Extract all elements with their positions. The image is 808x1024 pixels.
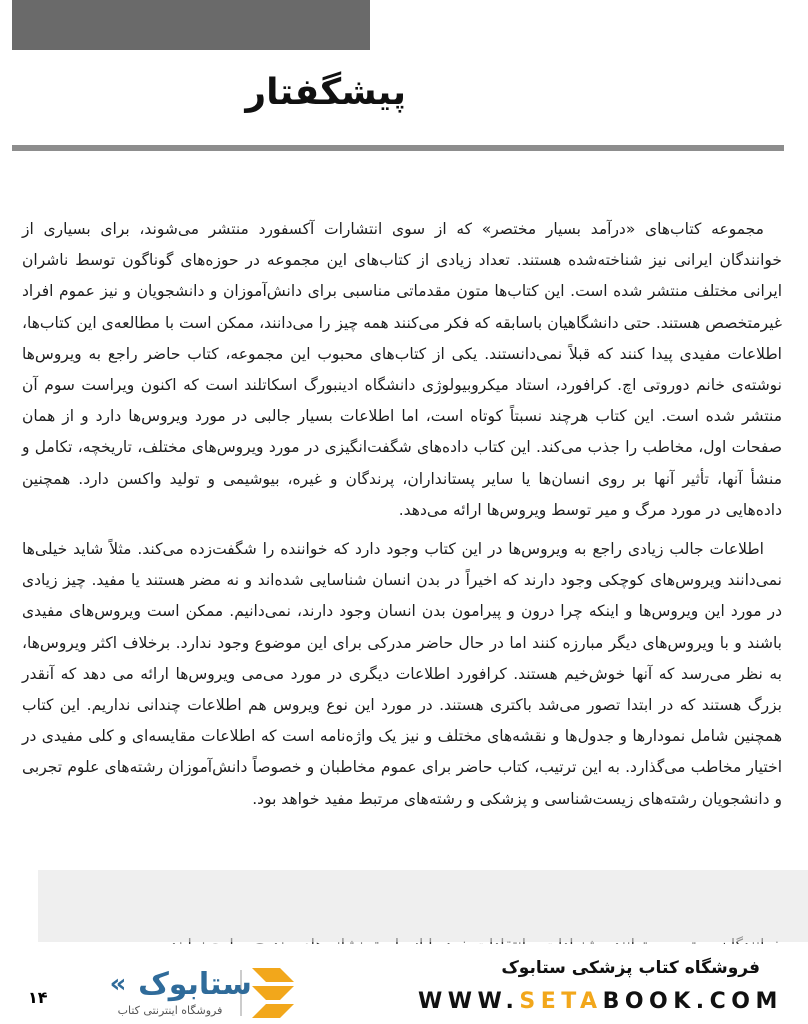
- logo-chevrons-icon: «: [109, 969, 127, 999]
- title-divider: [12, 145, 784, 151]
- page-number: ۱۴: [28, 988, 48, 1007]
- preface-body: [22, 214, 782, 823]
- website-brand: SETA: [519, 989, 603, 1014]
- store-name: فروشگاه کتاب پزشکی ستابوک: [501, 958, 760, 978]
- paragraph-2: اطلاعات جالب زیادی راجع به ویروس‌ها در این کتاب وجود دارد که خواننده را شگفت‌زده می‌کند. مثلاً شاید خیلی‌ها نمی‌دانند ویروس‌های کوچکی وجود دارند که اخیراً در بدن انسان شناسایی شده‌اند و نه مضر هستند یا مفید. چیز زیادی در مورد این ویروس‌ها و اینکه چرا درون و پیرامون بدن انسان وجود دارند، نمی‌دانیم. ممکن است ویروس‌های مفیدی باشند و با ویروس‌های دیگر مبارزه کنند اما در حال حاضر مدرکی برای این موضوع وجود ندارد. برخلاف اکثر ویروس‌ها، به نظر می‌رسد که آنها خوش‌خیم هستند. کرافورد اطلاعات دیگری در مورد می‌می ویروس‌ها ارائه می دهد که آنقدر بزرگ هستند که در ابتدا تصور می‌شد باکتری هستند. در مورد این نوع ویروس هم اطلاعات چندانی نداریم. این کتاب همچنین شامل نمودارها و جدول‌ها و نقشه‌های مختلف و نیز یک واژه‌نامه است که اطلاعات مقایسه‌ای و کلی مفیدی در اختیار مخاطب می‌گذارد. به این ترتیب، کتاب حاضر برای عموم مخاطبان و خصوصاً دانش‌آموزان رشته‌های علوم تجربی و دانشجویان رشته‌های زیست‌شناسی و پزشکی و رشته‌های مرتبط مفید خواهد بود.: [22, 540, 782, 808]
- header-gray-bar: [12, 0, 370, 50]
- website-suffix: BOOK.COM: [602, 989, 783, 1014]
- logo-text: ستابوک: [138, 967, 252, 1002]
- logo-tagline: فروشگاه اینترنتی کتاب: [117, 1004, 223, 1017]
- website-prefix: WWW.: [418, 989, 520, 1014]
- website-url[interactable]: [418, 989, 783, 1014]
- setabook-logo: [80, 962, 320, 1020]
- logo-emblem-icon: [252, 968, 294, 1018]
- watermark-shade: [38, 870, 808, 942]
- page-title: پیشگفتار: [245, 72, 406, 113]
- paragraph-1: مجموعه کتاب‌های «درآمد بسیار مختصر» که از سوی انتشارات آکسفورد منتشر می‌شوند، برای بسیاری از خوانندگان ایرانی نیز شناخته‌شده هستند. تعداد زیادی از کتاب‌های این مجموعه در حوزه‌های گوناگون توسط ناشران ایرانی مختلف منتشر شده است. این کتاب‌ها متون مقدماتی مناسبی برای دانش‌آموزان و دانشجویان و نیز عموم افراد غیرمتخصص هستند. حتی دانشگاهیان باسابقه که فکر می‌کنند همه چیز را می‌دانند، ممکن است با مطالعه‌ی این کتاب‌ها، اطلاعات مفیدی پیدا کنند که قبلاً نمی‌دانستند. یکی از کتاب‌های محبوب این مجموعه، کتاب حاضر راجع به ویروس‌ها نوشته‌ی خانم دوروتی اچ. کرافورد، استاد میکروبیولوژی دانشگاه ادینبورگ اسکاتلند است که اکنون ویراست سوم آن منتشر شده است. این کتاب هرچند نسبتاً کوتاه است، اما اطلاعات بسیار جالبی در مورد ویروس‌ها دارد و از همان صفحات اول، مخاطب را جذب می‌کند. این کتاب داده‌های شگفت‌انگیزی در مورد ویروس‌های مختلف، تاریخچه، تکامل و منشأ آنها، تأثیر آنها بر روی انسان‌ها یا سایر پستانداران، پرندگان و غیره، بیوشیمی و تولید واکسن دارد. همچنین داده‌هایی در مورد مرگ و میر توسط ویروس‌ها ارائه می‌دهد.: [22, 220, 782, 519]
